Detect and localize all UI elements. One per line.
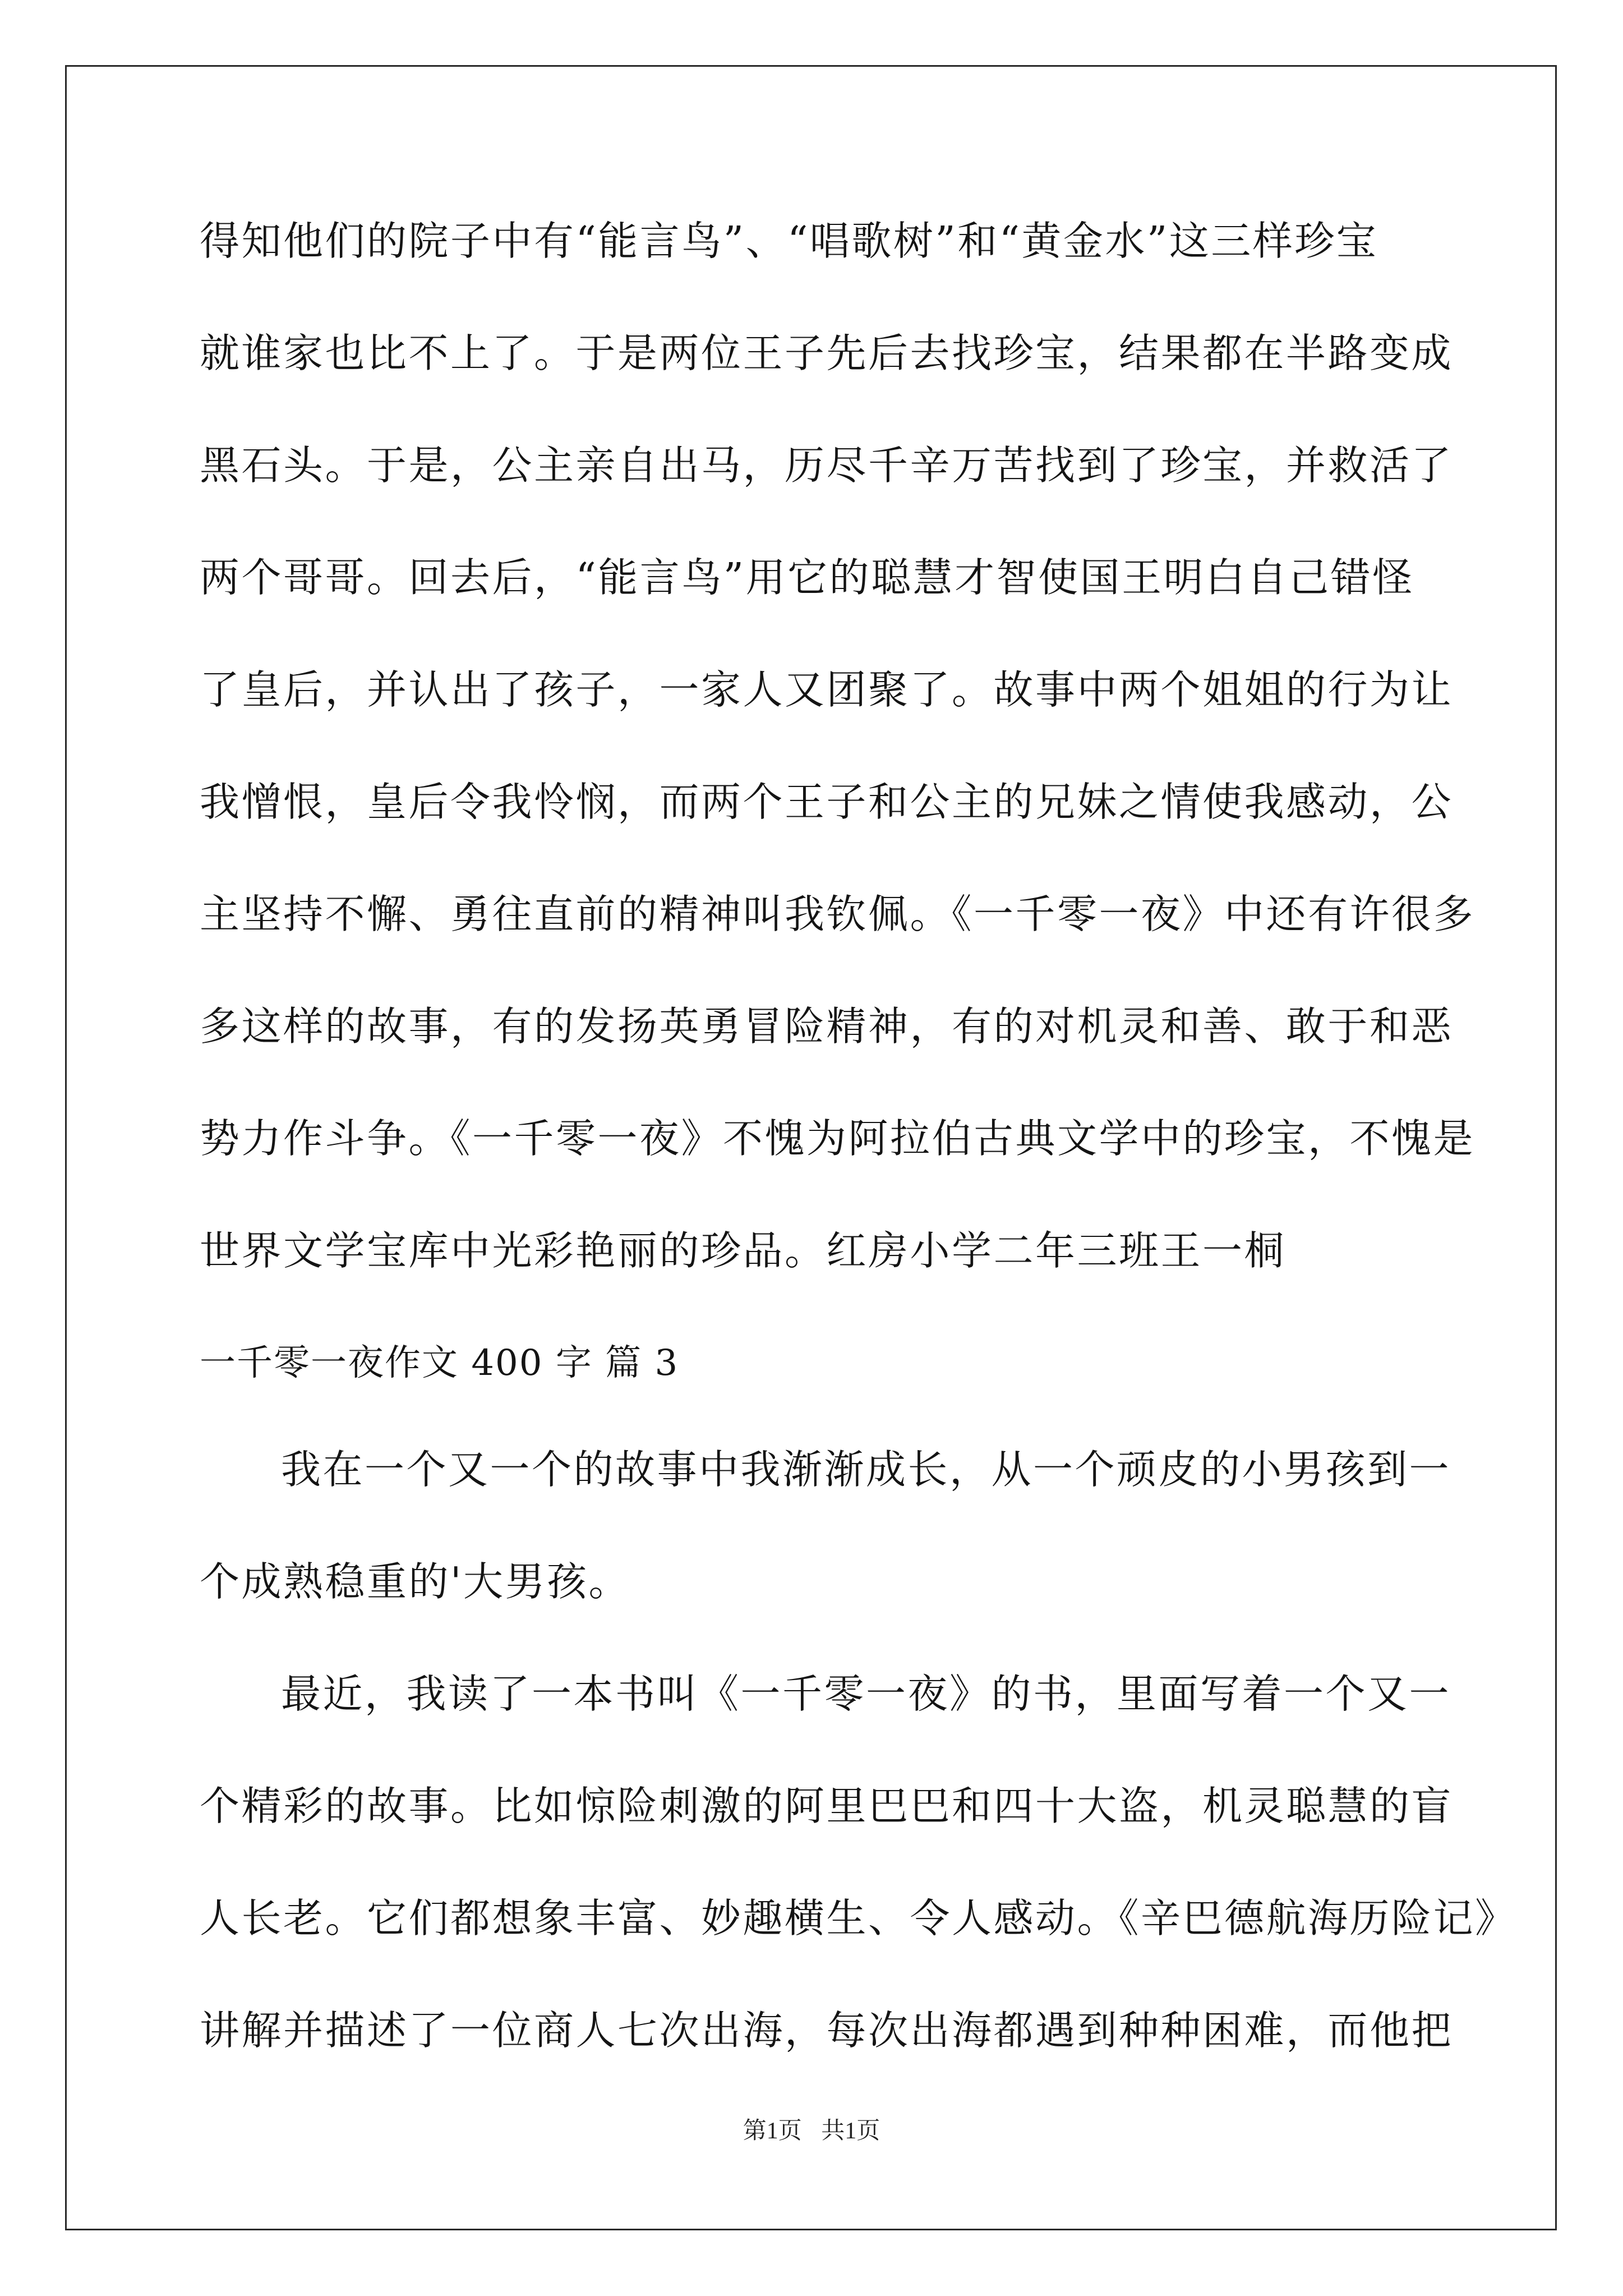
text-line: 世界文学宝库中光彩艳丽的珍品。红房小学二年三班王一桐 [200, 1227, 1287, 1274]
paragraph-continuation [200, 213, 1476, 1335]
text-line: 讲解并描述了一位商人七次出海，每次出海都遇到种种困难，而他把 [200, 2007, 1454, 2054]
text-line: 势力作斗争。《一千零一夜》不愧为阿拉伯古典文学中的珍宝，不愧是 [200, 1115, 1476, 1162]
document-body [200, 213, 1517, 2115]
text-line: 黑石头。于是，公主亲自出马，历尽千辛万苦找到了珍宝，并救活了 [200, 442, 1454, 489]
text-line: 最近，我读了一本书叫《一千零一夜》的书，里面写着一个又一 [281, 1671, 1451, 1717]
text-line: 人长老。它们都想象丰富、妙趣横生、令人感动。《辛巴德航海历险记》 [200, 1895, 1517, 1941]
paragraph-2 [200, 1666, 1517, 2115]
page-number: 第1页 [743, 2118, 802, 2144]
text-line: 两个哥哥。回去后，“能言鸟”用它的聪慧才智使国王明白自己错怪 [200, 554, 1414, 601]
text-line: 多这样的故事，有的发扬英勇冒险精神，有的对机灵和善、敢于和恶 [200, 1003, 1454, 1050]
page-footer [0, 2112, 1623, 2146]
page-total: 共1页 [821, 2118, 880, 2144]
text-line: 个成熟稳重的'大男孩。 [200, 1558, 631, 1605]
text-line: 个精彩的故事。比如惊险刺激的阿里巴巴和四十大盗，机灵聪慧的盲 [200, 1783, 1454, 1829]
paragraph-1 [200, 1442, 1451, 1666]
text-line: 得知他们的院子中有“能言鸟”、“唱歌树”和“黄金水”这三样珍宝 [200, 218, 1378, 264]
text-line: 我憎恨，皇后令我怜悯，而两个王子和公主的兄妹之情使我感动，公 [200, 779, 1454, 825]
text-line: 就谁家也比不上了。于是两位王子先后去找珍宝，结果都在半路变成 [200, 330, 1454, 376]
text-line: 我在一个又一个的故事中我渐渐成长，从一个顽皮的小男孩到一 [281, 1446, 1451, 1493]
text-line: 了皇后，并认出了孩子，一家人又团聚了。故事中两个姐姐的行为让 [200, 666, 1454, 713]
section-heading: 一千零一夜作文 400 字 篇 3 [200, 1342, 679, 1384]
text-line: 主坚持不懈、勇往直前的精神叫我钦佩。《一千零一夜》中还有许很多 [200, 891, 1476, 937]
